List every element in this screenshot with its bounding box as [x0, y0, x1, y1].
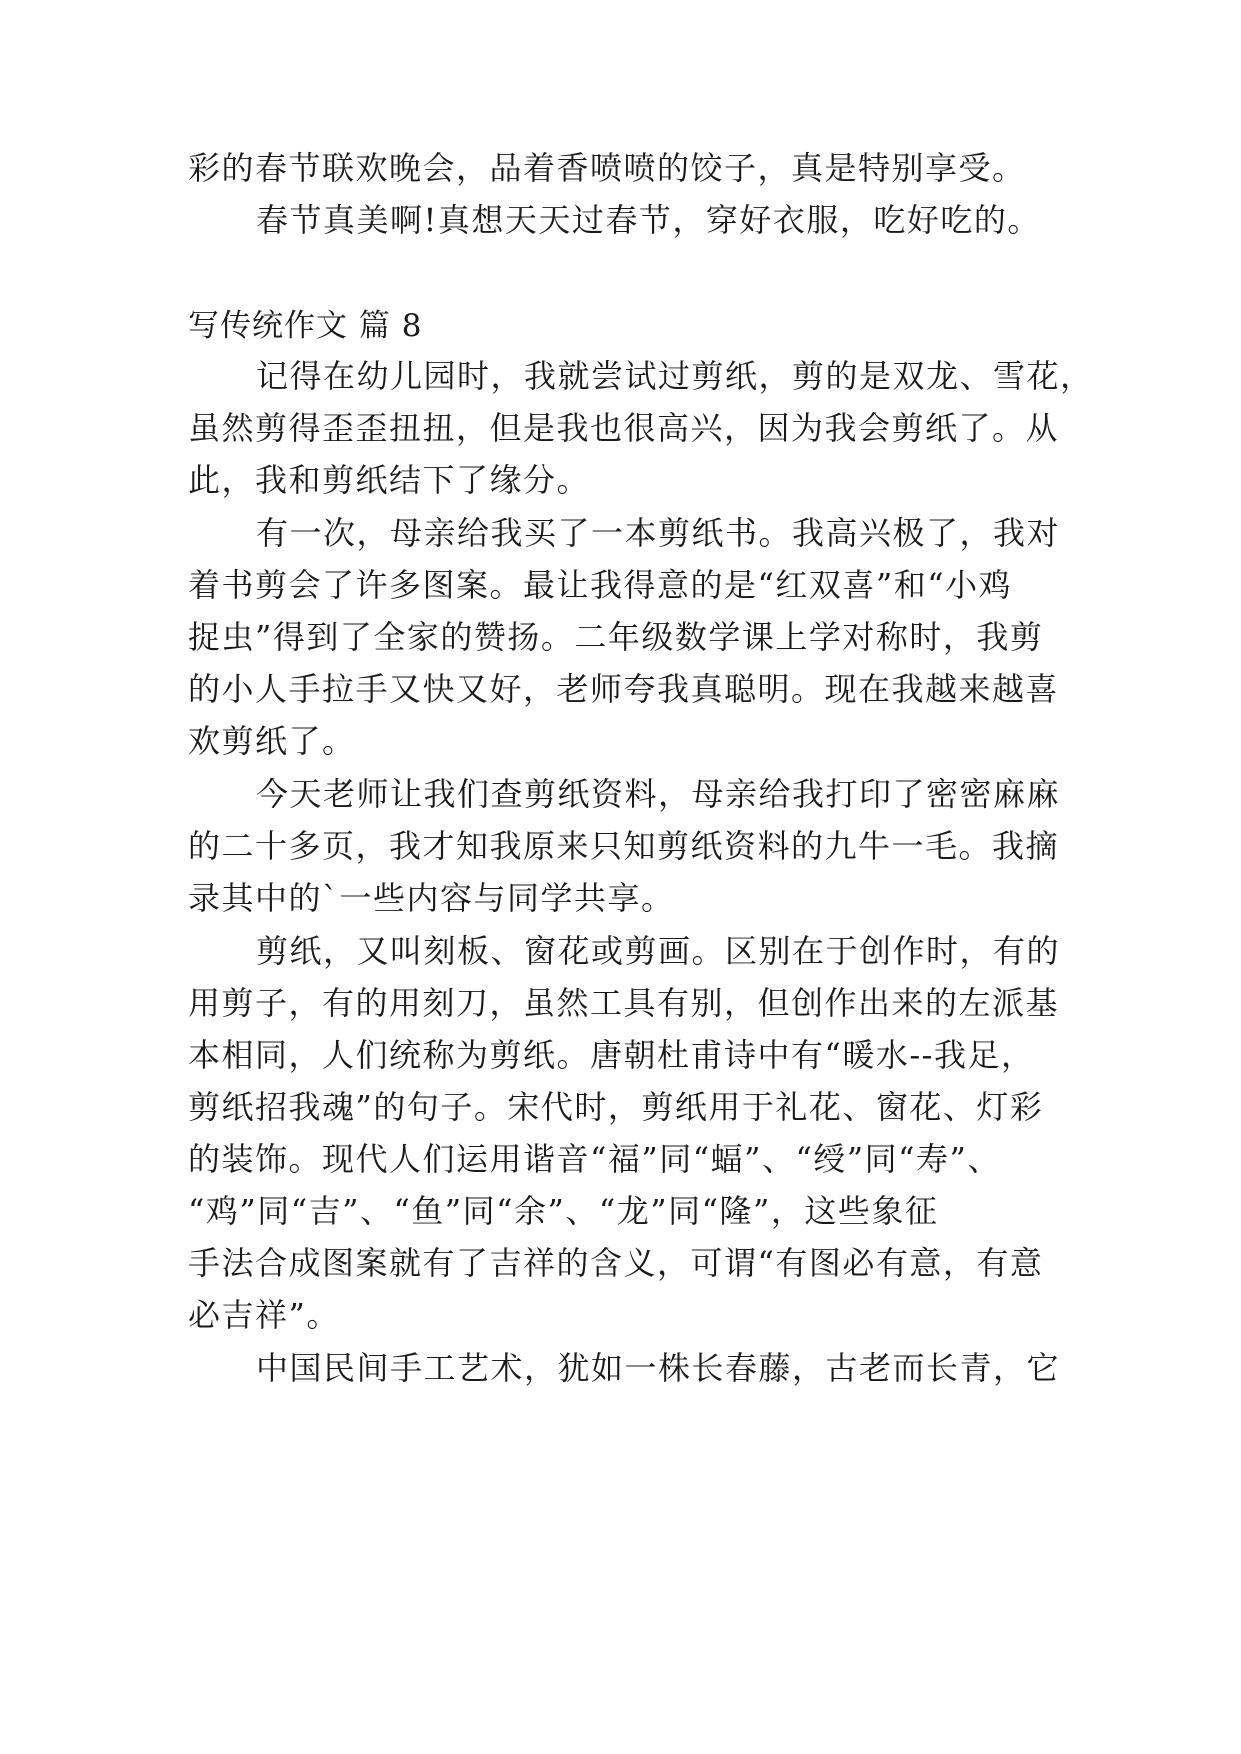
- paragraph-line: 录其中的`一些内容与同学共享。: [188, 879, 675, 917]
- paragraph-line: 剪纸，又叫刻板、窗花或剪画。区别在于创作时，有的: [256, 932, 1061, 970]
- paragraph-line: 记得在幼儿园时，我就尝试过剪纸，剪的是双龙、雪花，: [256, 357, 1094, 395]
- paragraph-line: 的小人手拉手又快又好，老师夸我真聪明。现在我越来越喜: [188, 670, 1060, 708]
- paragraph-line: 此，我和剪纸结下了缘分。: [188, 461, 591, 499]
- paragraph-line: “鸡”同“吉”、“鱼”同“余”、“龙”同“隆”，这些象征: [188, 1192, 939, 1230]
- paragraph-line: 今天老师让我们查剪纸资料，母亲给我打印了密密麻麻: [256, 775, 1061, 813]
- paragraph-line: 本相同，人们统称为剪纸。唐朝杜甫诗中有“暖水--我足，: [188, 1036, 1035, 1074]
- paragraph-line: 手法合成图案就有了吉祥的含义，可谓“有图必有意，有意: [188, 1244, 1044, 1282]
- paragraph-line: 的装饰。现代人们运用谐音“福”同“蝠”、“绶”同“寿”、: [188, 1140, 1001, 1178]
- paragraph-line: 彩的春节联欢晚会，品着香喷喷的饺子，真是特别享受。: [188, 149, 1026, 187]
- paragraph-line: 虽然剪得歪歪扭扭，但是我也很高兴，因为我会剪纸了。从: [188, 409, 1060, 447]
- paragraph-line: 有一次，母亲给我买了一本剪纸书。我高兴极了，我对: [256, 514, 1061, 552]
- paragraph-line: 用剪子，有的用刻刀，虽然工具有别，但创作出来的左派基: [188, 984, 1060, 1022]
- section-heading: 写传统作文 篇 8: [188, 308, 423, 344]
- paragraph-line: 欢剪纸了。: [188, 722, 356, 760]
- paragraph-line: 着书剪会了许多图案。最让我得意的是“红双喜”和“小鸡: [188, 566, 1013, 604]
- paragraph-line: 春节真美啊!真想天天过春节，穿好衣服，吃好吃的。: [256, 201, 1041, 239]
- paragraph-line: 中国民间手工艺术，犹如一株长春藤，古老而长青，它: [256, 1349, 1061, 1387]
- paragraph-line: 捉虫”得到了全家的赞扬。二年级数学课上学对称时，我剪: [188, 618, 1044, 656]
- paragraph-line: 必吉祥”。: [188, 1296, 340, 1334]
- paragraph-line: 剪纸招我魂”的句子。宋代时，剪纸用于礼花、窗花、灯彩: [188, 1088, 1044, 1126]
- paragraph-line: 的二十多页，我才知我原来只知剪纸资料的九牛一毛。我摘: [188, 827, 1060, 865]
